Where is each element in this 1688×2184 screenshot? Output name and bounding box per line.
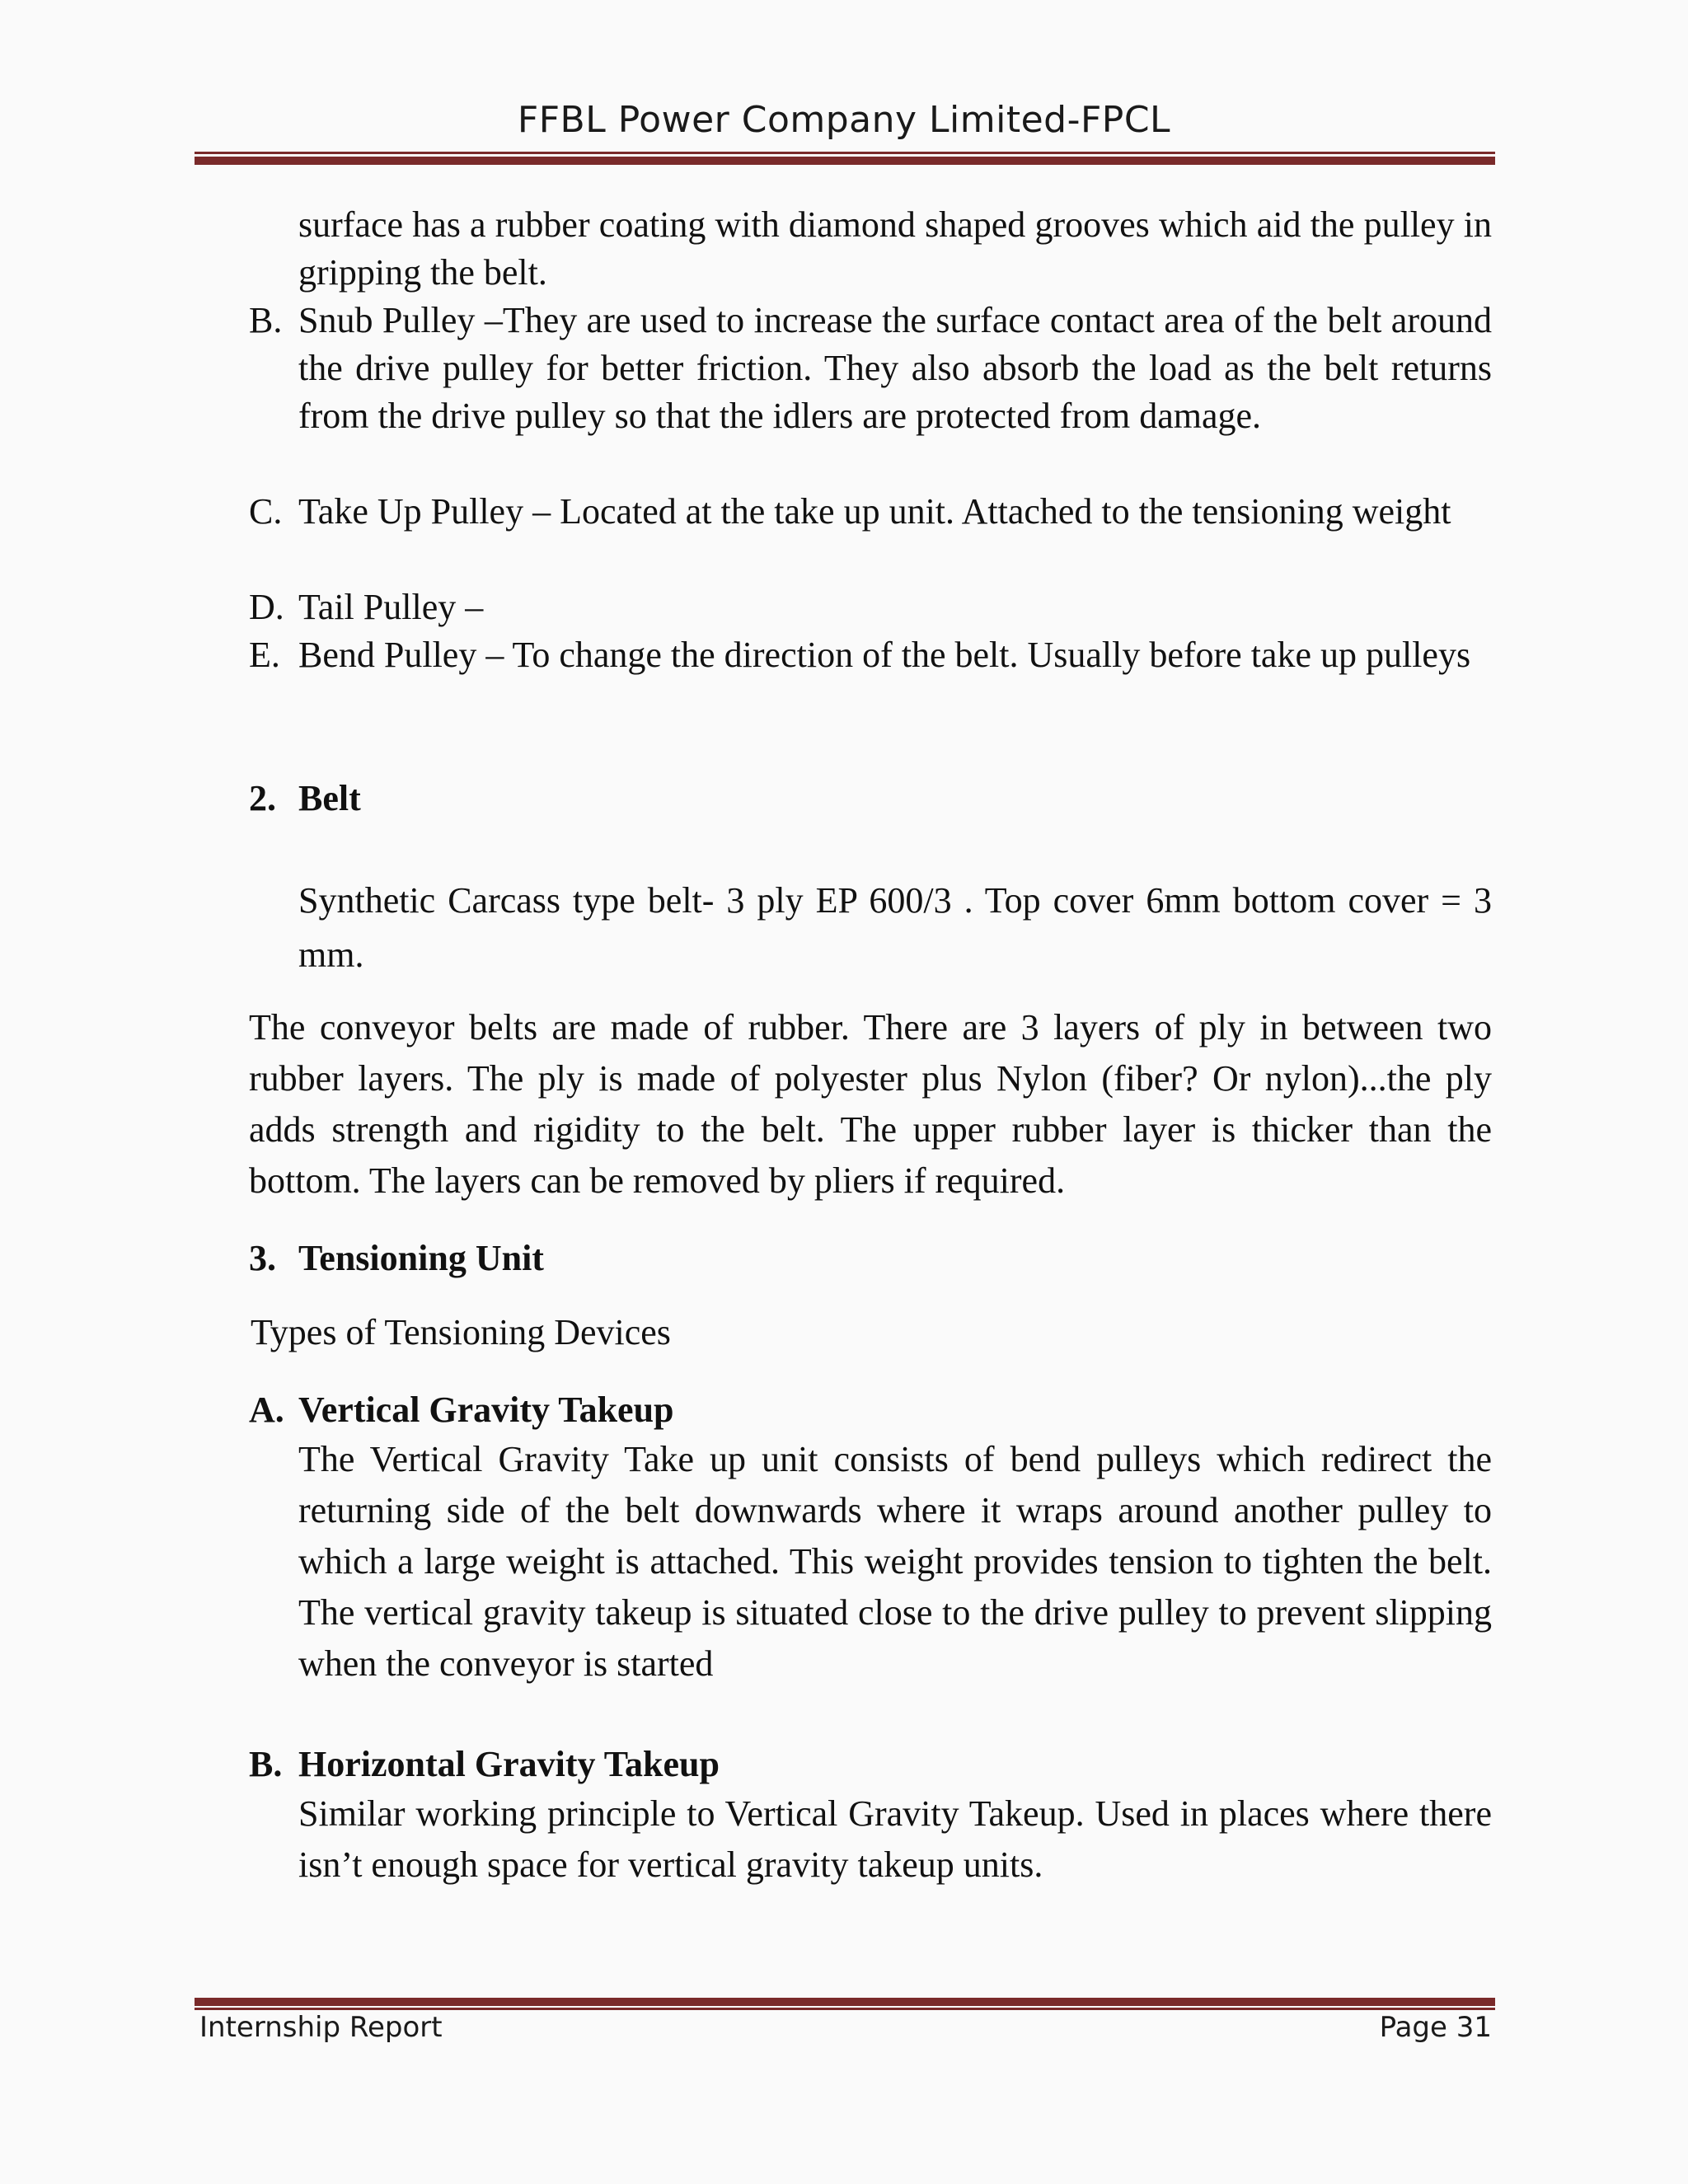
list-text: Tail Pulley – [298,587,484,627]
section-heading-tensioning [249,1235,544,1282]
pulley-a-continuation [249,201,1492,297]
pulley-item-b [249,297,1492,440]
list-letter: D. [249,587,284,627]
list-letter: C. [249,491,283,532]
header-rule-thin [195,152,1495,154]
section-title: Tensioning Unit [298,1238,544,1278]
list-text: Take Up Pulley – Located at the take up unit. Attached to the tensioning weight [298,491,1451,532]
list-letter: A. [249,1390,284,1430]
belt-paragraph: The conveyor belts are made of rubber. There are 3 layers of ply in between two rubber layers. The ply is made of polyester plus Nylon (fiber? Or nylon)...the ply adds strength and rigidity to the belt. The upper rubber layer is thicker than the bottom. The layers can be removed by pliers if required. [249,1007,1492,1201]
takeup-title: Horizontal Gravity Takeup [298,1744,720,1784]
pulley-item-d [249,583,1492,631]
section-number: 2. [249,778,276,818]
footer-report-label: Internship Report [199,2011,443,2044]
list-letter: B. [249,300,283,340]
takeup-text-horizontal [249,1788,1492,1891]
belt-spec-text: Synthetic Carcass type belt- 3 ply EP 600/3 . Top cover 6mm bottom cover = 3 mm. [298,880,1492,975]
section-number: 3. [249,1238,276,1278]
takeup-title: Vertical Gravity Takeup [298,1390,674,1430]
tensioning-subtitle: Types of Tensioning Devices [251,1312,671,1352]
takeup-heading-horizontal [249,1741,720,1788]
takeup-heading-vertical [249,1386,674,1434]
section-heading-belt [249,775,361,823]
header-rule-thick [195,157,1495,165]
takeup-description: Similar working principle to Vertical Gravity Takeup. Used in places where there isn’t enough space for vertical gravity takeup units. [298,1793,1492,1885]
section-title: Belt [298,778,361,818]
list-text: Bend Pulley – To change the direction of the belt. Usually before take up pulleys [298,635,1471,675]
pulley-item-c [249,488,1492,536]
belt-spec [249,874,1492,982]
pulley-item-e [249,631,1492,679]
takeup-description: The Vertical Gravity Take up unit consists of bend pulleys which redirect the returning side of the belt downwards where it wraps around another pulley to which a large weight is attached. This weight provides tension to tighten the belt. The vertical gravity takeup is situated close to the drive pulley to prevent slipping when the conveyor is started [298,1439,1492,1684]
list-text: Snub Pulley –They are used to increase the surface contact area of the belt around the drive pulley for better friction. They also absorb the load as the belt returns from the drive pulley so that the idlers are protected from damage. [298,300,1492,436]
footer-page-number: Page 31 [1379,2011,1492,2044]
footer-rule-thick [195,1998,1495,2006]
list-letter: E. [249,635,280,675]
continuation-text: surface has a rubber coating with diamond shaped grooves which aid the pulley in gripping the belt. [298,204,1492,293]
list-letter: B. [249,1744,283,1784]
takeup-text-vertical [249,1434,1492,1690]
footer-rule-thin [195,2008,1495,2010]
page-header-title: FFBL Power Company Limited-FPCL [517,99,1171,141]
